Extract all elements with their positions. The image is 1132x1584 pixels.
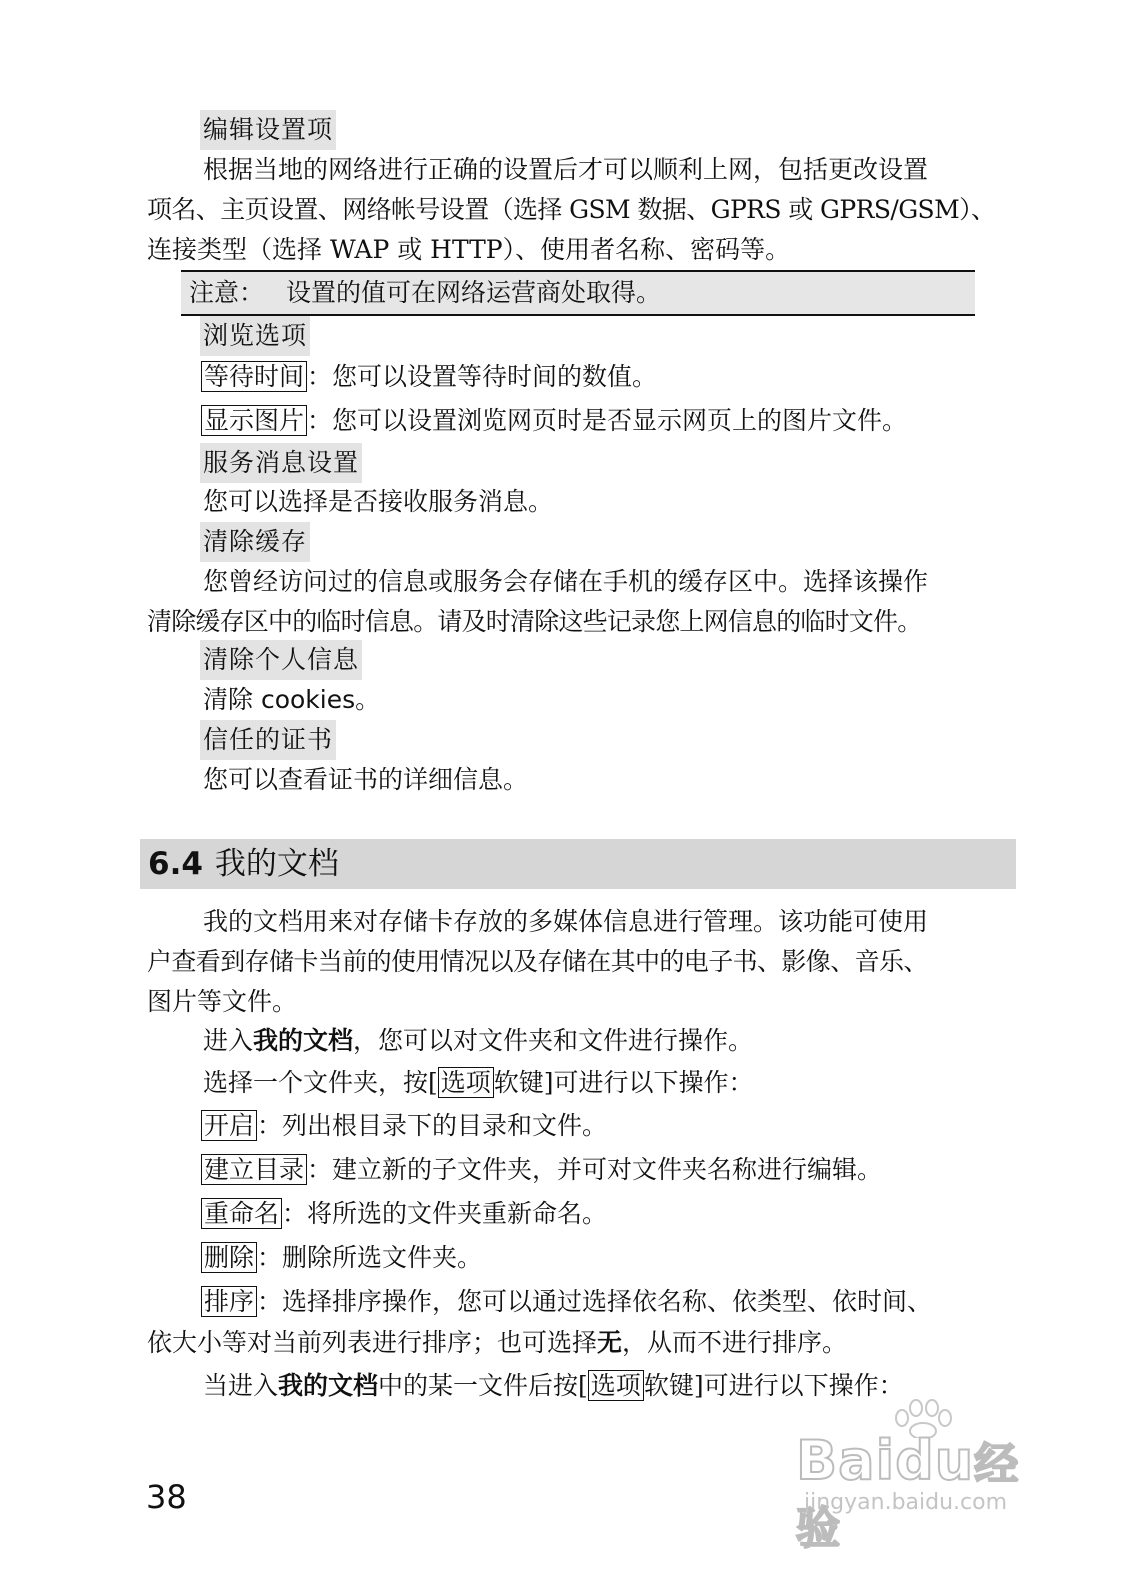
paragraph-line: 图片等文件。 bbox=[147, 987, 298, 1016]
text-fragment: ，您可以对文件夹和文件进行操作。 bbox=[353, 1026, 754, 1055]
option-desc: ：将所选的文件夹重新命名。 bbox=[282, 1199, 608, 1228]
option-desc: ：建立新的子文件夹，并可对文件夹名称进行编辑。 bbox=[307, 1155, 883, 1184]
note-box bbox=[181, 270, 975, 316]
logo-text: Bai bbox=[796, 1429, 896, 1492]
key-show-images: 显示图片 bbox=[201, 405, 307, 436]
paragraph-line: 清除缓存区中的临时信息。请及时清除这些记录您上网信息的临时文件。 bbox=[147, 607, 922, 636]
text-fragment: 软键]可进行以下操作： bbox=[643, 1371, 904, 1400]
key-options: 选项 bbox=[438, 1067, 494, 1098]
note-text: 设置的值可在网络运营商处取得。 bbox=[286, 278, 662, 307]
watermark-url: jingyan.baidu.com bbox=[804, 1490, 1008, 1515]
heading-clear-cache: 清除缓存 bbox=[200, 522, 310, 562]
paragraph-line: 连接类型（选择 WAP 或 HTTP）、使用者名称、密码等。 bbox=[147, 235, 791, 264]
option-desc: ：选择排序操作，您可以通过选择依名称、依类型、依时间、 bbox=[257, 1287, 933, 1316]
heading-edit-settings: 编辑设置项 bbox=[200, 110, 336, 150]
option-desc: ：您可以设置等待时间的数值。 bbox=[307, 362, 658, 391]
text-fragment: 依大小等对当前列表进行排序；也可选择 bbox=[147, 1328, 598, 1357]
paragraph-line bbox=[203, 680, 380, 720]
option-line-wait-time bbox=[201, 357, 657, 397]
option-line-open bbox=[201, 1106, 607, 1146]
key-options: 选项 bbox=[588, 1370, 644, 1401]
text-fragment: 软键]可进行以下操作： bbox=[493, 1068, 754, 1097]
option-line-rename bbox=[201, 1194, 607, 1234]
heading-trusted-certificates: 信任的证书 bbox=[200, 720, 336, 760]
text-fragment: 清除 bbox=[203, 685, 261, 714]
option-desc: ：删除所选文件夹。 bbox=[257, 1243, 483, 1272]
paragraph-line: 您可以查看证书的详细信息。 bbox=[203, 765, 529, 794]
option-desc: ：您可以设置浏览网页时是否显示网页上的图片文件。 bbox=[307, 406, 908, 435]
option-desc: ：列出根目录下的目录和文件。 bbox=[257, 1111, 608, 1140]
key-sort: 排序 bbox=[201, 1286, 257, 1317]
option-line-sort bbox=[201, 1282, 932, 1322]
text-fragment: 中的某一文件后按[ bbox=[378, 1371, 588, 1400]
option-line-mkdir bbox=[201, 1150, 882, 1190]
key-open: 开启 bbox=[201, 1110, 257, 1141]
logo-text: du bbox=[895, 1429, 975, 1492]
key-mkdir: 建立目录 bbox=[201, 1154, 307, 1185]
section-title: 我的文档 bbox=[214, 846, 339, 882]
key-delete: 删除 bbox=[201, 1242, 257, 1273]
option-line-delete bbox=[201, 1238, 482, 1278]
paragraph-line bbox=[203, 1021, 753, 1061]
heading-clear-personal-info: 清除个人信息 bbox=[200, 640, 362, 680]
paragraph-line: 您可以选择是否接收服务消息。 bbox=[203, 487, 554, 516]
text-fragment: 选择一个文件夹，按[ bbox=[203, 1068, 438, 1097]
text-fragment: cookies bbox=[260, 685, 356, 714]
heading-service-message: 服务消息设置 bbox=[200, 443, 362, 483]
bold-term: 我的文档 bbox=[253, 1026, 354, 1055]
bold-term: 我的文档 bbox=[278, 1371, 379, 1400]
text-fragment: ，从而不进行排序。 bbox=[622, 1328, 848, 1357]
paragraph-line: 项名、主页设置、网络帐号设置（选择 GSM 数据、GPRS 或 GPRS/GSM）、 bbox=[147, 195, 996, 224]
bold-term: 无 bbox=[597, 1328, 623, 1357]
key-rename: 重命名 bbox=[201, 1198, 282, 1229]
baidu-watermark bbox=[796, 1398, 1061, 1554]
paragraph-line: 您曾经访问过的信息或服务会存储在手机的缓存区中。选择该操作 bbox=[203, 567, 929, 596]
section-heading bbox=[140, 839, 1016, 889]
key-wait-time: 等待时间 bbox=[201, 361, 307, 392]
text-fragment: 当进入 bbox=[203, 1371, 279, 1400]
paragraph-line: 我的文档用来对存储卡存放的多媒体信息进行管理。该功能可使用 bbox=[203, 907, 929, 936]
page-number: 38 bbox=[146, 1478, 187, 1516]
paragraph-line bbox=[147, 1323, 847, 1363]
logo-text: 经验 bbox=[796, 1439, 1020, 1554]
note-label: 注意： bbox=[189, 278, 265, 307]
section-number: 6.4 bbox=[148, 846, 203, 882]
paragraph-line: 根据当地的网络进行正确的设置后才可以顺利上网，包括更改设置 bbox=[203, 155, 929, 184]
text-fragment: 进入 bbox=[203, 1026, 254, 1055]
option-line-show-images bbox=[201, 401, 907, 441]
text-fragment: 。 bbox=[355, 685, 381, 714]
paragraph-line: 户查看到存储卡当前的使用情况以及存储在其中的电子书、影像、音乐、 bbox=[147, 947, 928, 976]
paragraph-line bbox=[203, 1063, 754, 1103]
heading-browse-options: 浏览选项 bbox=[200, 316, 310, 356]
